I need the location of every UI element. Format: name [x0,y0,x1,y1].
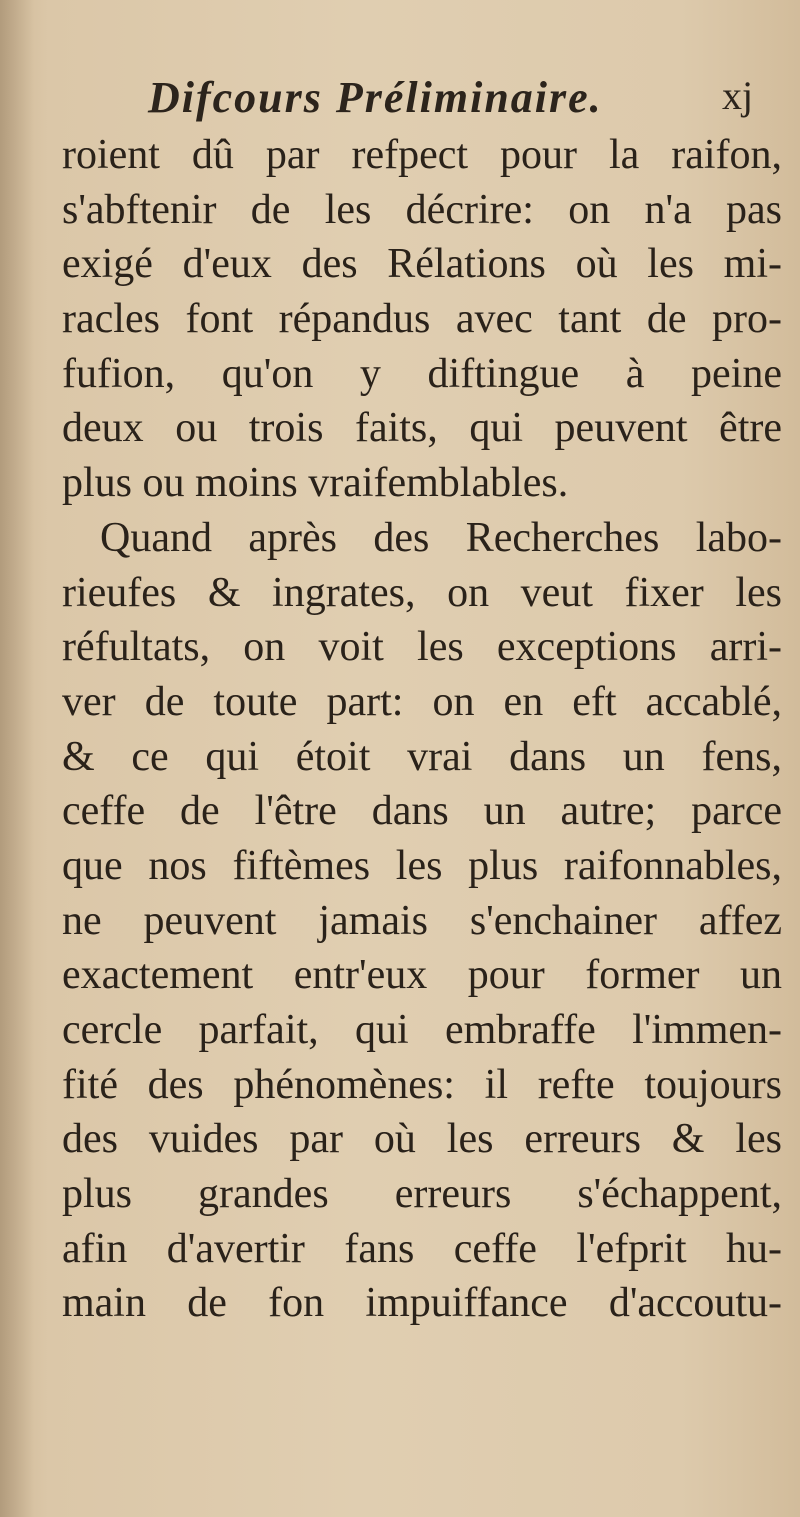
text-line: réfultats, on voit les exceptions arri- [62,624,782,671]
text-line: fufion, qu'on y diftingue à peine [62,350,782,397]
text-line: ver de toute part: on en eft accablé, [62,678,782,725]
text-line: plus grandes erreurs s'échappent, [62,1171,782,1218]
text-line: que nos fiftèmes les plus raifonnables, [62,842,782,889]
text-line: roient dû par refpect pour la raifon, [62,132,782,178]
text-line: exigé d'eux des Rélations où les mi- [62,241,782,288]
text-line: rieufes & ingrates, on veut fixer les [62,569,782,616]
body-text [62,128,782,1331]
text-line: racles font répandus avec tant de pro- [62,296,782,343]
page-number: xj [722,73,754,118]
text-line: des vuides par où les erreurs & les [62,1116,782,1163]
text-line: exactement entr'eux pour former un [62,952,782,999]
text-line: plus ou moins vraifemblables. [62,460,569,507]
text-line: s'abftenir de les décrire: on n'a pas [62,186,782,233]
binding-gutter-shadow [0,0,34,1517]
text-line: deux ou trois faits, qui peuvent être [62,405,782,452]
text-line: ne peuvent jamais s'enchainer affez [62,897,782,944]
running-head: Difcours Préliminaire. [148,73,603,122]
text-line: & ce qui étoit vrai dans un fens, [62,733,782,780]
text-line: main de fon impuiffance d'accoutu- [62,1280,782,1327]
page-header [0,72,800,132]
text-line: ceffe de l'être dans un autre; parce [62,788,782,835]
text-line: afin d'avertir fans ceffe l'efprit hu- [62,1225,782,1272]
text-line: fité des phénomènes: il refte toujours [62,1061,782,1108]
text-line: Quand après des Recherches labo- [100,514,782,561]
text-line: cercle parfait, qui embraffe l'immen- [62,1007,782,1053]
